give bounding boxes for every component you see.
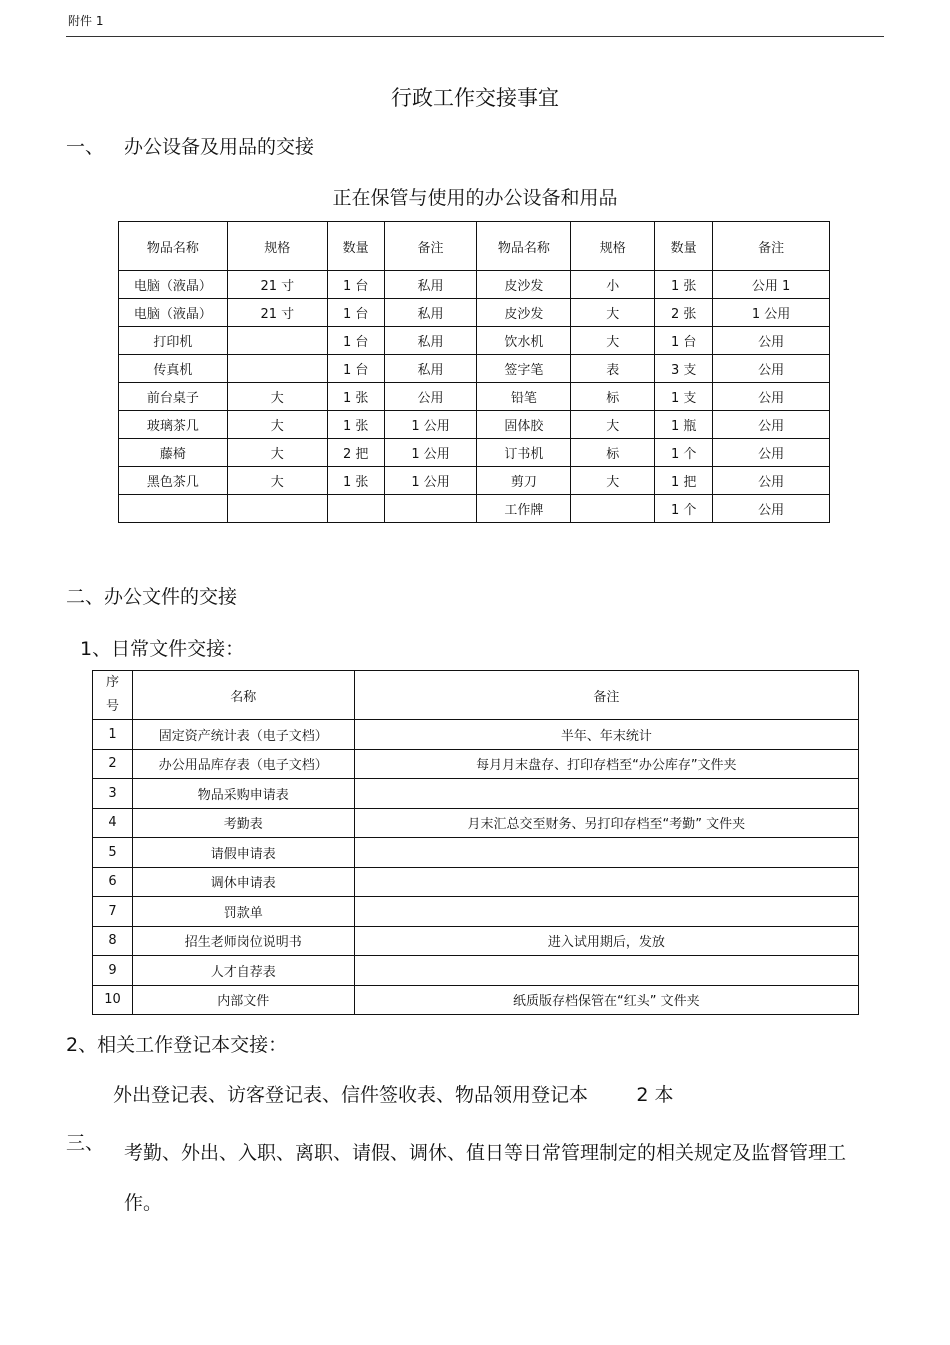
equipment-cell: 1 台 xyxy=(327,299,384,327)
column-header: 数量 xyxy=(655,222,713,271)
header-rule xyxy=(66,36,884,37)
file-name-cell: 人才自荐表 xyxy=(132,956,354,986)
logbook-subtitle: 2、相关工作登记本交接： xyxy=(66,1034,288,1056)
equipment-cell: 1 张 xyxy=(327,383,384,411)
equipment-cell: 1 台 xyxy=(327,327,384,355)
file-note-cell xyxy=(354,779,858,809)
equipment-cell: 私用 xyxy=(384,271,477,299)
daily-files-subtitle: 1、日常文件交接： xyxy=(80,638,245,660)
equipment-cell: 大 xyxy=(571,411,655,439)
equipment-cell: 大 xyxy=(227,411,327,439)
equipment-cell: 打印机 xyxy=(119,327,228,355)
equipment-cell: 1 张 xyxy=(327,411,384,439)
equipment-table xyxy=(118,221,830,523)
column-header: 备注 xyxy=(713,222,830,271)
file-name-cell: 物品采购申请表 xyxy=(132,779,354,809)
seq-header xyxy=(93,671,133,720)
equipment-cell: 1 个 xyxy=(655,439,713,467)
equipment-cell: 公用 xyxy=(713,383,830,411)
column-header: 物品名称 xyxy=(477,222,571,271)
equipment-cell: 订书机 xyxy=(477,439,571,467)
equipment-cell: 1 把 xyxy=(655,467,713,495)
equipment-cell: 私用 xyxy=(384,327,477,355)
equipment-cell: 皮沙发 xyxy=(477,299,571,327)
equipment-cell: 电脑（液晶） xyxy=(119,271,228,299)
equipment-cell: 1 台 xyxy=(327,271,384,299)
equipment-row xyxy=(119,355,830,383)
equipment-cell: 固体胶 xyxy=(477,411,571,439)
file-name-cell: 罚款单 xyxy=(132,897,354,927)
equipment-cell: 1 张 xyxy=(655,271,713,299)
daily-file-row xyxy=(93,897,859,927)
section1-number: 一、 xyxy=(66,136,105,158)
equipment-table-header-row xyxy=(119,222,830,271)
daily-file-row xyxy=(93,838,859,868)
equipment-table-title: 正在保管与使用的办公设备和用品 xyxy=(332,187,618,209)
daily-file-row xyxy=(93,926,859,956)
file-name-cell: 内部文件 xyxy=(132,985,354,1015)
seq-cell: 5 xyxy=(93,838,133,868)
equipment-cell: 标 xyxy=(571,383,655,411)
equipment-cell: 1 瓶 xyxy=(655,411,713,439)
column-header: 物品名称 xyxy=(119,222,228,271)
equipment-cell: 大 xyxy=(227,439,327,467)
file-note-cell xyxy=(354,838,858,868)
equipment-cell: 公用 xyxy=(713,355,830,383)
equipment-cell: 公用 xyxy=(713,467,830,495)
seq-cell: 2 xyxy=(93,749,133,779)
equipment-cell: 大 xyxy=(571,327,655,355)
name-header: 名称 xyxy=(132,671,354,720)
seq-cell: 8 xyxy=(93,926,133,956)
equipment-row xyxy=(119,327,830,355)
section1-title: 办公设备及用品的交接 xyxy=(124,136,315,158)
equipment-cell: 表 xyxy=(571,355,655,383)
file-note-cell: 每月月末盘存、打印存档至“办公库存”文件夹 xyxy=(354,749,858,779)
equipment-cell: 1 台 xyxy=(327,355,384,383)
daily-file-row xyxy=(93,956,859,986)
equipment-cell: 剪刀 xyxy=(477,467,571,495)
equipment-cell: 工作牌 xyxy=(477,495,571,523)
logbook-list: 外出登记表、访客登记表、信件签收表、物品领用登记本 2 本 xyxy=(113,1084,674,1106)
column-header: 备注 xyxy=(384,222,477,271)
column-header: 规格 xyxy=(571,222,655,271)
equipment-cell: 1 公用 xyxy=(384,467,477,495)
seq-header-top: 序 xyxy=(105,675,119,690)
equipment-cell: 大 xyxy=(227,467,327,495)
equipment-cell xyxy=(227,327,327,355)
equipment-cell: 1 张 xyxy=(327,467,384,495)
seq-header-bottom: 号 xyxy=(105,699,119,714)
equipment-cell: 大 xyxy=(571,467,655,495)
daily-file-row xyxy=(93,749,859,779)
daily-file-row xyxy=(93,808,859,838)
equipment-cell: 公用 xyxy=(384,383,477,411)
equipment-cell xyxy=(384,495,477,523)
file-note-cell: 半年、年末统计 xyxy=(354,720,858,750)
file-note-cell: 纸质版存档保管在“红头” 文件夹 xyxy=(354,985,858,1015)
equipment-cell: 私用 xyxy=(384,355,477,383)
equipment-cell: 1 公用 xyxy=(713,299,830,327)
equipment-cell: 大 xyxy=(571,299,655,327)
equipment-cell: 标 xyxy=(571,439,655,467)
file-name-cell: 办公用品库存表（电子文档） xyxy=(132,749,354,779)
equipment-cell: 21 寸 xyxy=(227,271,327,299)
file-name-cell: 固定资产统计表（电子文档） xyxy=(132,720,354,750)
equipment-row xyxy=(119,299,830,327)
equipment-cell xyxy=(327,495,384,523)
daily-file-row xyxy=(93,720,859,750)
seq-cell: 1 xyxy=(93,720,133,750)
header-label: 附件 1 xyxy=(68,14,104,28)
file-name-cell: 招生老师岗位说明书 xyxy=(132,926,354,956)
equipment-cell xyxy=(119,495,228,523)
document-title: 行政工作交接事宜 xyxy=(391,86,559,110)
seq-cell: 7 xyxy=(93,897,133,927)
equipment-row xyxy=(119,495,830,523)
equipment-row xyxy=(119,271,830,299)
equipment-cell xyxy=(227,495,327,523)
seq-cell: 4 xyxy=(93,808,133,838)
equipment-cell: 传真机 xyxy=(119,355,228,383)
file-name-cell: 请假申请表 xyxy=(132,838,354,868)
file-note-cell xyxy=(354,956,858,986)
file-name-cell: 考勤表 xyxy=(132,808,354,838)
seq-cell: 6 xyxy=(93,867,133,897)
file-note-cell xyxy=(354,867,858,897)
equipment-cell: 黑色茶几 xyxy=(119,467,228,495)
equipment-cell: 1 公用 xyxy=(384,439,477,467)
daily-file-row xyxy=(93,779,859,809)
section2-title: 二、办公文件的交接 xyxy=(66,586,238,608)
equipment-cell: 2 把 xyxy=(327,439,384,467)
equipment-cell xyxy=(227,355,327,383)
equipment-cell: 公用 xyxy=(713,439,830,467)
equipment-cell: 公用 xyxy=(713,495,830,523)
equipment-cell: 玻璃茶几 xyxy=(119,411,228,439)
equipment-cell: 1 台 xyxy=(655,327,713,355)
equipment-row xyxy=(119,411,830,439)
equipment-cell xyxy=(571,495,655,523)
daily-file-row xyxy=(93,867,859,897)
daily-files-header-row xyxy=(93,671,859,720)
equipment-cell: 私用 xyxy=(384,299,477,327)
file-name-cell: 调休申请表 xyxy=(132,867,354,897)
equipment-cell: 3 支 xyxy=(655,355,713,383)
seq-cell: 10 xyxy=(93,985,133,1015)
seq-cell: 3 xyxy=(93,779,133,809)
equipment-cell: 1 支 xyxy=(655,383,713,411)
column-header: 数量 xyxy=(327,222,384,271)
equipment-cell: 铅笔 xyxy=(477,383,571,411)
equipment-cell: 1 个 xyxy=(655,495,713,523)
equipment-cell: 大 xyxy=(227,383,327,411)
file-note-cell: 月末汇总交至财务、另打印存档至“考勤” 文件夹 xyxy=(354,808,858,838)
equipment-cell: 21 寸 xyxy=(227,299,327,327)
equipment-row xyxy=(119,439,830,467)
section3-text: 考勤、外出、入职、离职、请假、调休、值日等日常管理制定的相关规定及监督管理工作。 xyxy=(124,1142,847,1214)
equipment-cell: 皮沙发 xyxy=(477,271,571,299)
equipment-cell: 1 公用 xyxy=(384,411,477,439)
file-note-cell xyxy=(354,897,858,927)
daily-files-table xyxy=(92,670,859,1015)
file-note-cell: 进入试用期后，发放 xyxy=(354,926,858,956)
equipment-row xyxy=(119,467,830,495)
column-header: 规格 xyxy=(227,222,327,271)
equipment-cell: 藤椅 xyxy=(119,439,228,467)
equipment-cell: 小 xyxy=(571,271,655,299)
equipment-cell: 公用 xyxy=(713,327,830,355)
equipment-cell: 饮水机 xyxy=(477,327,571,355)
equipment-cell: 公用 xyxy=(713,411,830,439)
seq-cell: 9 xyxy=(93,956,133,986)
equipment-cell: 签字笔 xyxy=(477,355,571,383)
note-header: 备注 xyxy=(354,671,858,720)
section3-number: 三、 xyxy=(66,1132,105,1154)
equipment-cell: 前台桌子 xyxy=(119,383,228,411)
equipment-row xyxy=(119,383,830,411)
equipment-cell: 公用 1 xyxy=(713,271,830,299)
equipment-cell: 2 张 xyxy=(655,299,713,327)
equipment-cell: 电脑（液晶） xyxy=(119,299,228,327)
daily-file-row xyxy=(93,985,859,1015)
